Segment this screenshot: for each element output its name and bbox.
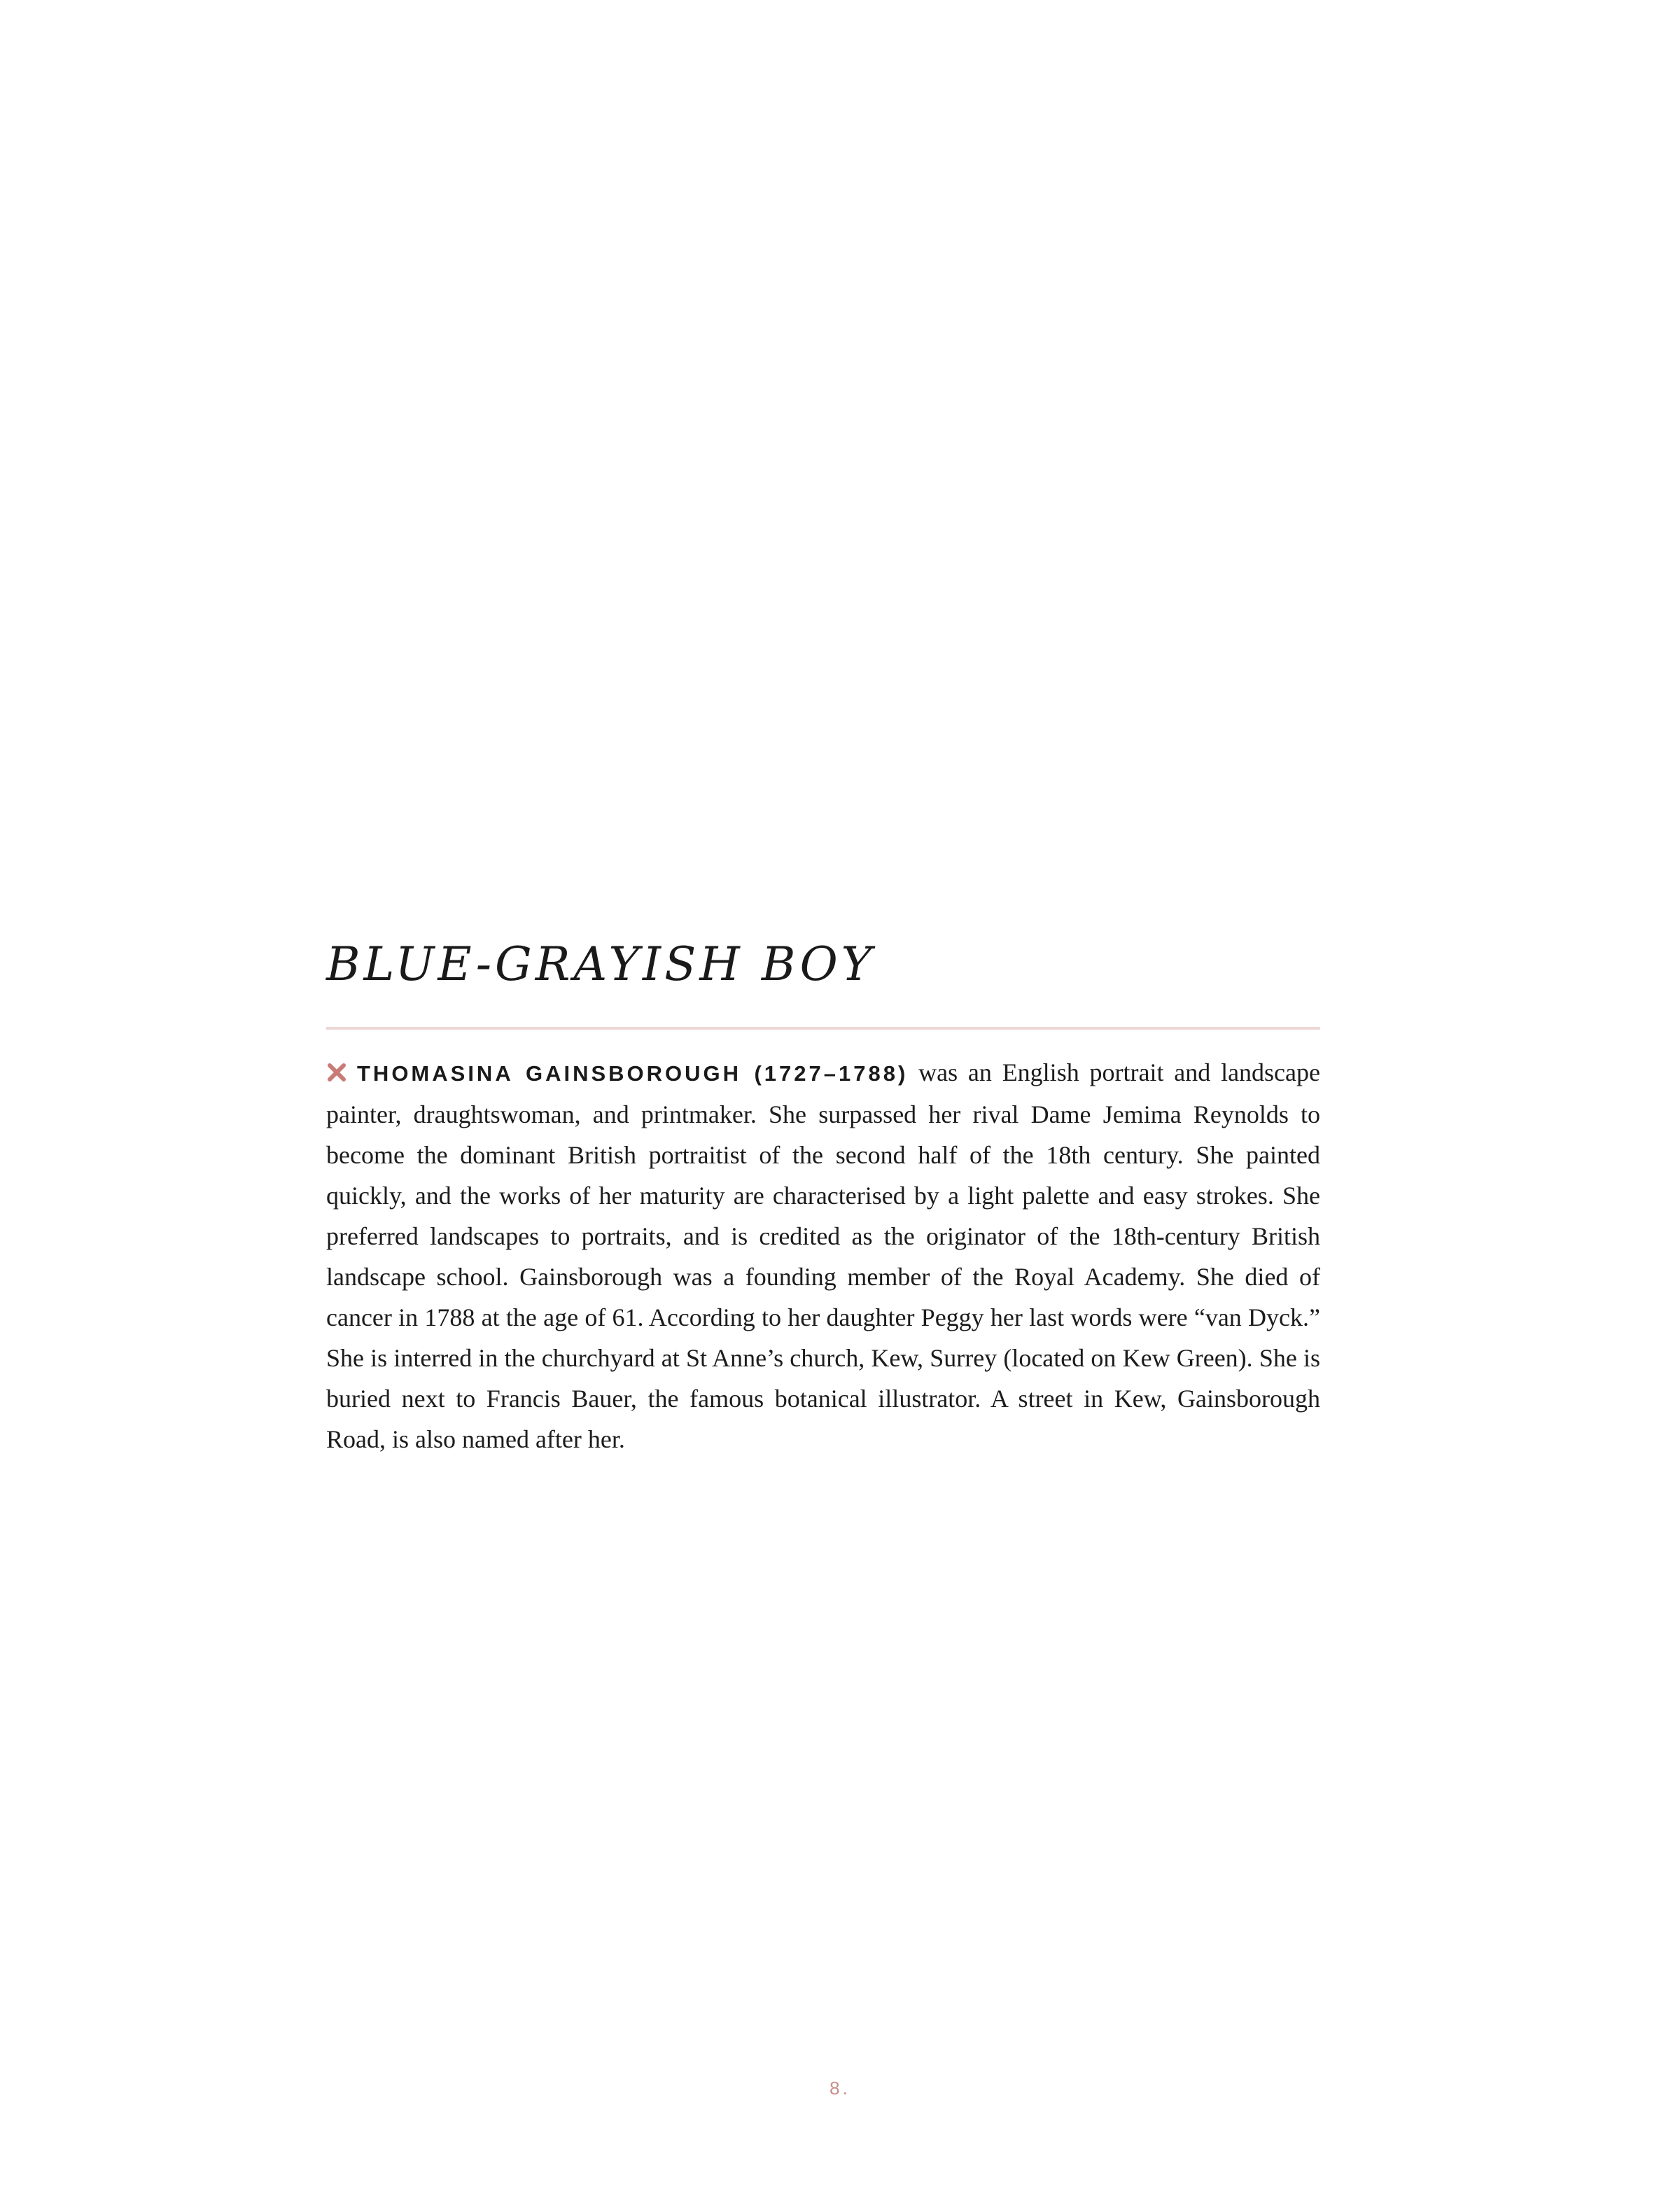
subject-name: THOMASINA GAINSBOROUGH (1727–1788) — [357, 1061, 909, 1086]
body-text: was an English portrait and landscape painter, draughtswoman, and printmaker. She surpassed her rival Dame Jemima Reynolds to become the dominant British portraitist of the second half of the 18th century. She painted quickly, and the works of her maturity are characterised by a light palette and easy strokes. She preferred landscapes to portraits, and is credited as the originator of the 18th-century British landscape school. Gainsborough was a founding member of the Royal Academy. She died of cancer in 1788 at the age of 61. According to her daughter Peggy her last words were “van Dyck.” She is interred in the churchyard at St Anne’s church, Kew, Surrey (located on Kew Green). She is buried next to Francis Bauer, the famous botanical illustrator. A street in Kew, Gainsborough Road, is also named after her. — [326, 1058, 1320, 1453]
body-paragraph — [326, 1052, 1320, 1460]
page-number: 8. — [830, 2078, 850, 2099]
page-title: BLUE-GRAYISH BOY — [326, 937, 876, 991]
title-divider — [326, 1027, 1320, 1030]
cross-icon — [326, 1062, 347, 1083]
